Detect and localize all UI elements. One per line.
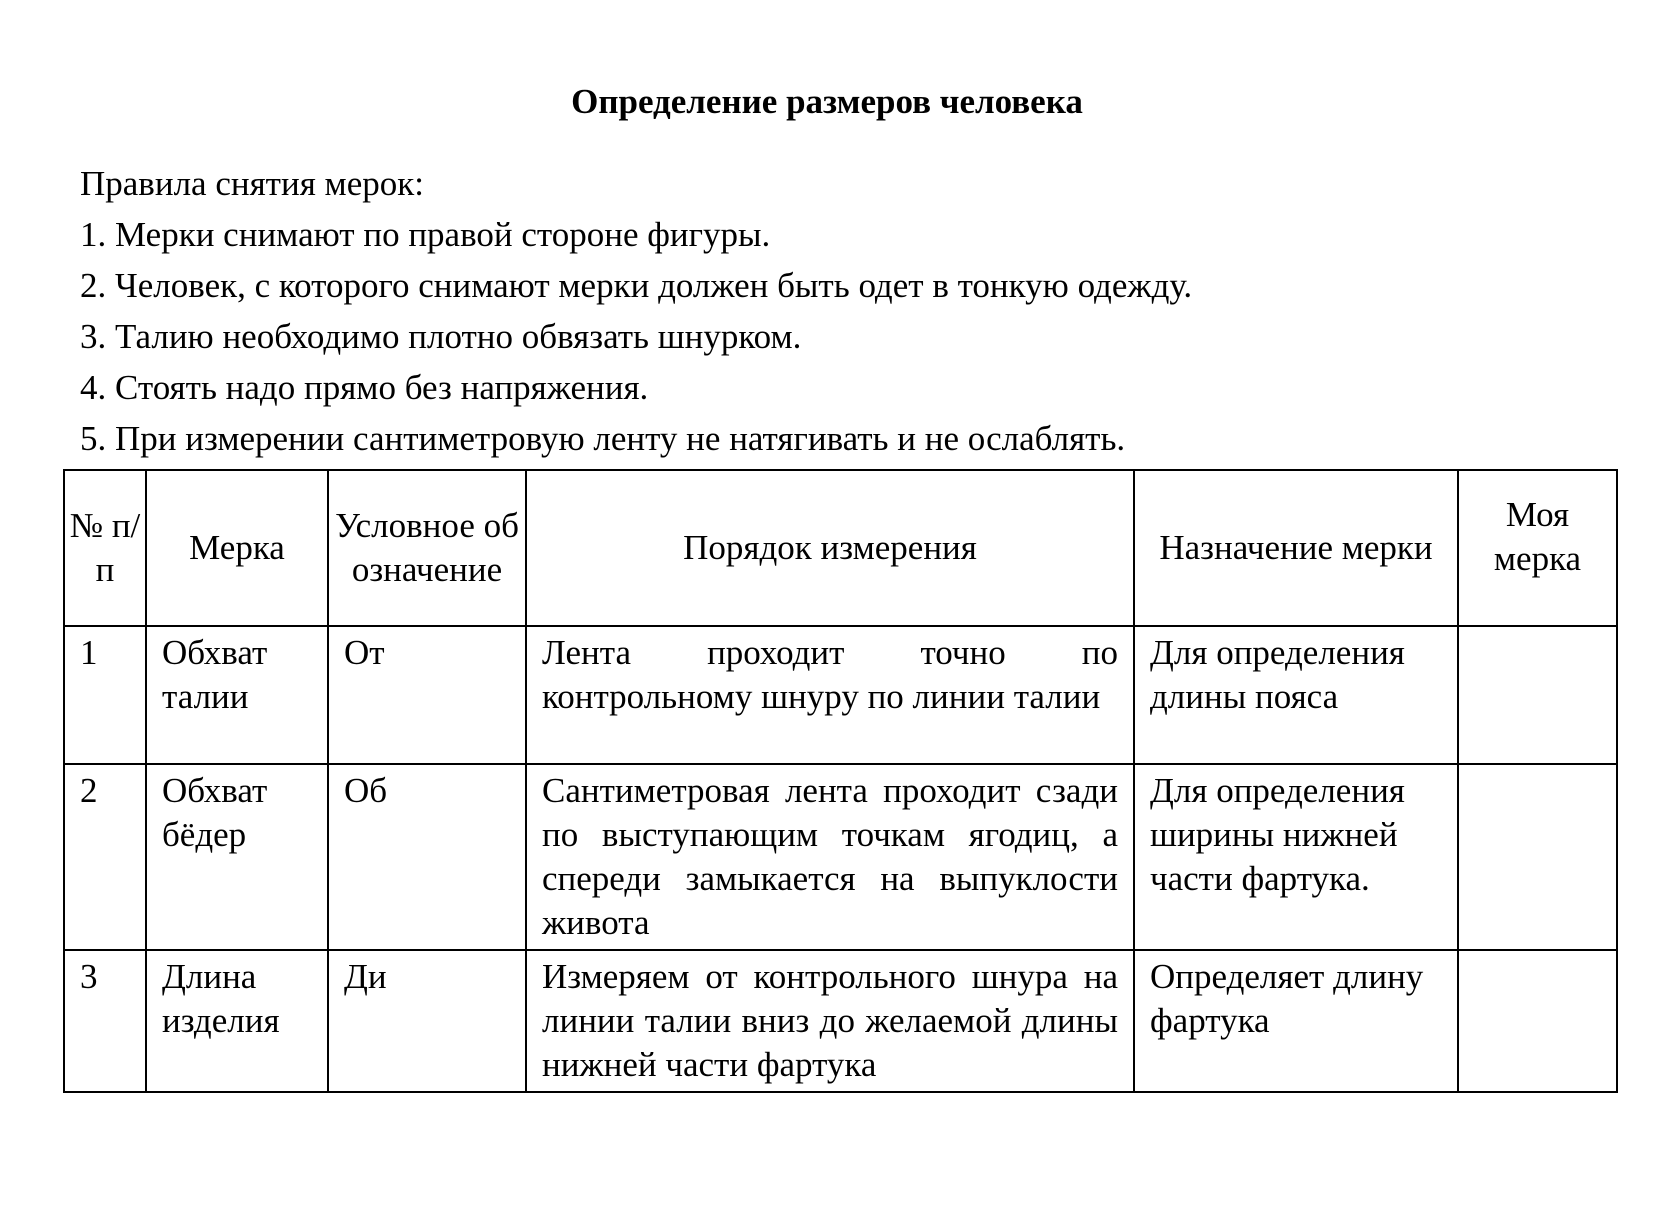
row-purpose: Для определения ширины нижней части фартука. — [1134, 764, 1458, 950]
rule-item: 2. Человек, с которого снимают мерки должен быть одет в тонкую одежду. — [80, 266, 1193, 305]
row-purpose: Определяет длину фартука — [1134, 950, 1458, 1092]
header-num: № п/п — [64, 470, 146, 626]
row-symbol: Об — [328, 764, 526, 950]
rule-item: 4. Стоять надо прямо без напряжения. — [80, 368, 649, 407]
row-name: Обхват бёдер — [146, 764, 328, 950]
row-name: Обхват талии — [146, 626, 328, 764]
measurements-table — [63, 469, 1618, 1093]
header-name: Мерка — [146, 470, 328, 626]
table-row — [64, 764, 1617, 950]
row-symbol: Ди — [328, 950, 526, 1092]
rule-item: 5. При измерении сантиметровую ленту не натягивать и не ослаблять. — [80, 419, 1126, 458]
row-symbol: От — [328, 626, 526, 764]
row-mine[interactable] — [1458, 950, 1617, 1092]
row-order: Измеряем от контрольного шнура на линии талии вниз до желаемой длины нижней части фартука — [526, 950, 1134, 1092]
row-purpose: Для определения длины пояса — [1134, 626, 1458, 764]
row-num: 3 — [64, 950, 146, 1092]
row-mine[interactable] — [1458, 626, 1617, 764]
rule-item: 1. Мерки снимают по правой стороне фигуры. — [80, 215, 771, 254]
table-header-row — [64, 470, 1617, 626]
rules-heading: Правила снятия мерок: — [80, 164, 424, 203]
rule-item: 3. Талию необходимо плотно обвязать шнурком. — [80, 317, 802, 356]
header-order: Порядок измерения — [526, 470, 1134, 626]
header-symbol: Условное обозначение — [328, 470, 526, 626]
table-row — [64, 626, 1617, 764]
table-row — [64, 950, 1617, 1092]
document-title: Определение размеров человека — [571, 82, 1083, 121]
row-name: Длина изделия — [146, 950, 328, 1092]
row-order: Лента проходит точно по контрольному шнуру по линии талии — [526, 626, 1134, 764]
row-num: 2 — [64, 764, 146, 950]
row-order: Сантиметровая лента проходит сзади по выступающим точкам ягодиц, а спереди замыкается на выпуклости живота — [526, 764, 1134, 950]
header-mine: Моя мерка — [1458, 470, 1617, 626]
row-num: 1 — [64, 626, 146, 764]
header-purpose: Назначение мерки — [1134, 470, 1458, 626]
rules-section — [80, 158, 1580, 464]
row-mine[interactable] — [1458, 764, 1617, 950]
